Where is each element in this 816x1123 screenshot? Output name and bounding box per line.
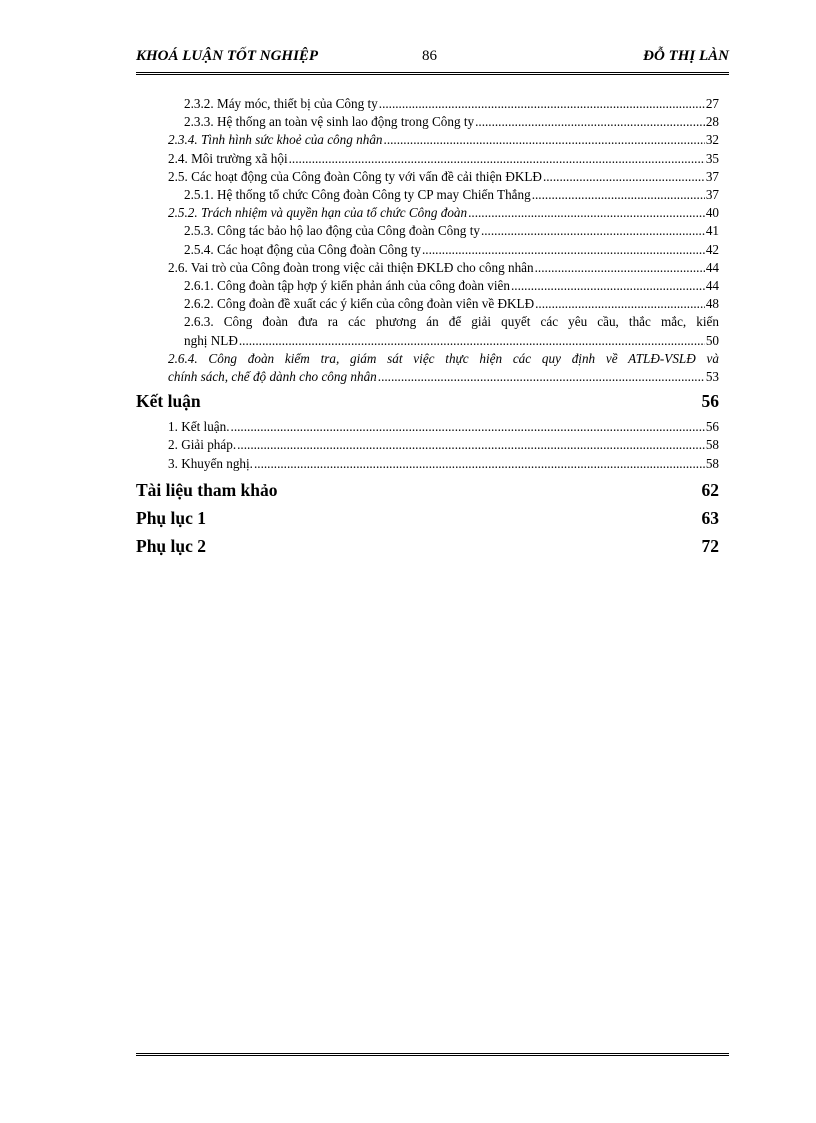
header-author: ĐỖ THỊ LÀN	[643, 48, 729, 64]
toc-entry: 2.5.2. Trách nhiệm và quyền hạn của tổ chức Công đoàn ..... 40	[136, 204, 719, 222]
toc-entry: 2.5.4. Các hoạt động của Công đoàn Công ty ..... 42	[136, 241, 719, 259]
toc-entry: 2.5.1. Hệ thống tổ chức Công đoàn Công ty CP may Chiến Thắng ..... 37	[136, 186, 719, 204]
toc-entry: 2.3.3. Hệ thống an toàn vệ sinh lao động trong Công ty ..... 28	[136, 113, 719, 131]
footer-rule	[136, 1053, 729, 1056]
toc-entry-multiline: 2.6.3. Công đoàn đưa ra các phương án để giải quyết các yêu cầu, thắc mắc, kiến nghị NLĐ ..... 50	[136, 313, 719, 349]
toc-entry: 3. Khuyến nghị. ..... 58	[136, 455, 719, 473]
toc-heading: Phụ lục 2 72	[136, 535, 719, 556]
toc-entry-multiline: 2.6.4. Công đoàn kiểm tra, giám sát việc thực hiện các quy định về ATLĐ-VSLĐ và chính sách, chế độ dành cho công nhân ..... 53	[136, 350, 719, 386]
table-of-contents	[136, 95, 719, 563]
toc-entry: 2.6.1. Công đoàn tập hợp ý kiến phản ánh của công đoàn viên ..... 44	[136, 277, 719, 295]
toc-heading: Tài liệu tham khảo 62	[136, 479, 719, 500]
toc-heading: Kết luận 56	[136, 391, 719, 412]
toc-entry: 2.3.4. Tình hình sức khoẻ của công nhân ..... 32	[136, 131, 719, 149]
toc-entry: 2.5.3. Công tác bảo hộ lao động của Công đoàn Công ty ..... 41	[136, 222, 719, 240]
toc-entry: 1. Kết luận. ..... 56	[136, 418, 719, 436]
header-page-number: 86	[422, 48, 437, 64]
toc-entry: 2.4. Môi trường xã hội ..... 35	[136, 150, 719, 168]
page-header	[136, 48, 729, 70]
toc-entry: 2.6.2. Công đoàn đề xuất các ý kiến của công đoàn viên về ĐKLĐ ..... 48	[136, 295, 719, 313]
toc-heading: Phụ lục 1 63	[136, 507, 719, 528]
toc-entry: 2.5. Các hoạt động của Công đoàn Công ty với vấn đề cải thiện ĐKLĐ ..... 37	[136, 168, 719, 186]
toc-entry: 2.3.2. Máy móc, thiết bị của Công ty ..... 27	[136, 95, 719, 113]
toc-entry: 2. Giải pháp. ..... 58	[136, 436, 719, 454]
header-rule	[136, 72, 729, 75]
header-title: KHOÁ LUẬN TỐT NGHIỆP	[136, 48, 319, 64]
toc-entry: 2.6. Vai trò của Công đoàn trong việc cải thiện ĐKLĐ cho công nhân ..... 44	[136, 259, 719, 277]
